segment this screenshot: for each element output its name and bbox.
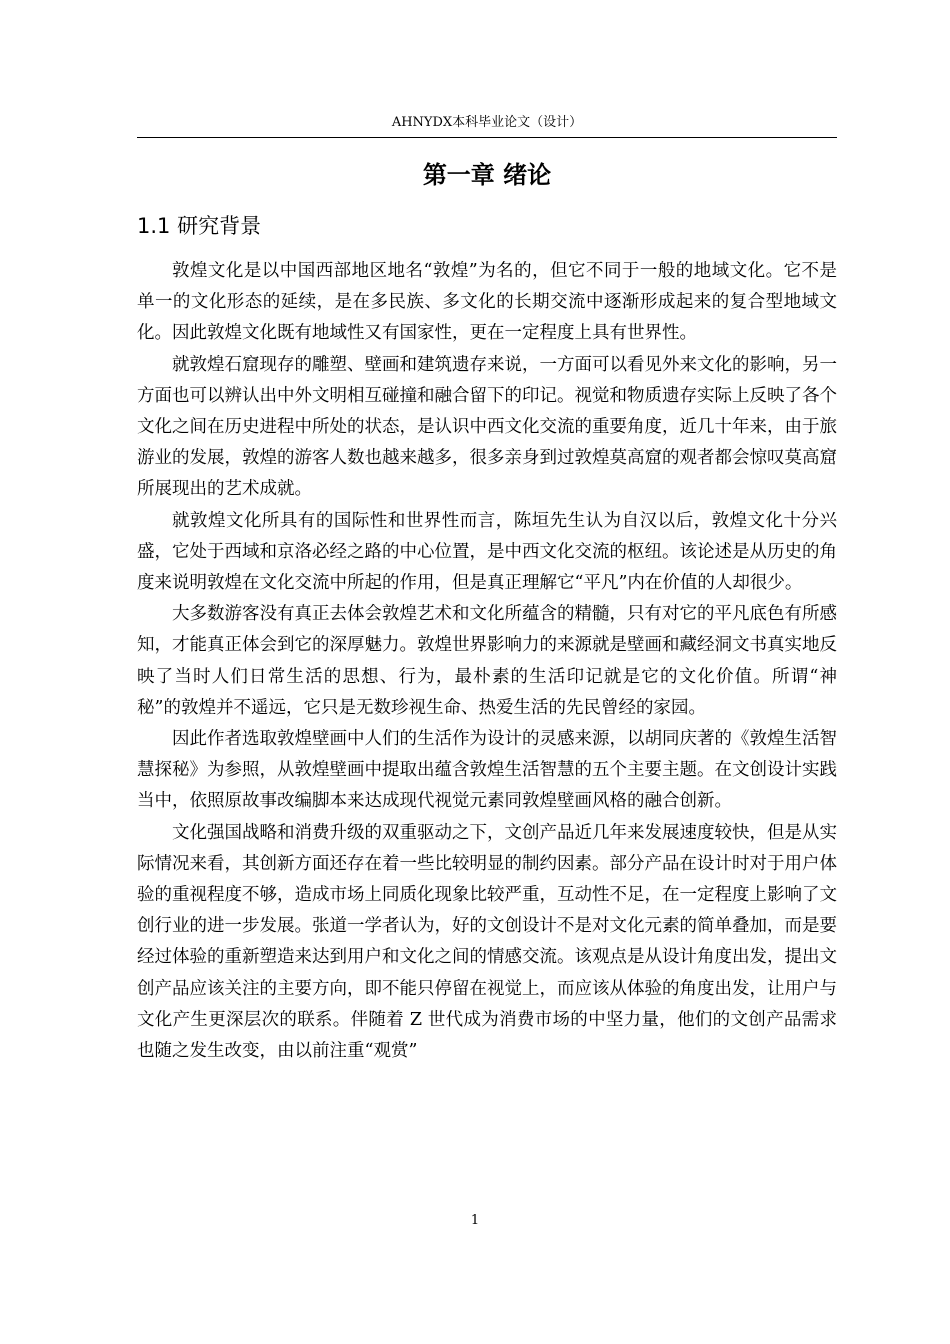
paragraph-5: 因此作者选取敦煌壁画中人们的生活作为设计的灵感来源，以胡同庆著的《敦煌生活智慧探秘》为参照，从敦煌壁画中提取出蕴含敦煌生活智慧的五个主要主题。在文创设计实践当中，依照原故事改编脚本来达成现代视觉元素同敦煌壁画风格的融合创新。 <box>137 729 837 812</box>
header-rule <box>137 137 837 138</box>
body-text <box>137 256 837 1067</box>
paragraph-1: 敦煌文化是以中国西部地区地名“敦煌”为名的，但它不同于一般的地域文化。它不是单一的文化形态的延续，是在多民族、多文化的长期交流中逐渐形成起来的复合型地域文化。因此敦煌文化既有地域性又有国家性，更在一定程度上具有世界性。 <box>137 261 837 344</box>
section-title: 1.1 研究背景 <box>137 214 262 238</box>
paragraph-2: 就敦煌石窟现存的雕塑、壁画和建筑遗存来说，一方面可以看见外来文化的影响，另一方面也可以辨认出中外文明相互碰撞和融合留下的印记。视觉和物质遗存实际上反映了各个文化之间在历史进程中所处的状态，是认识中西文化交流的重要角度，近几十年来，由于旅游业的发展，敦煌的游客人数也越来越多，很多亲身到过敦煌莫高窟的观者都会惊叹莫高窟所展现出的艺术成就。 <box>137 354 837 500</box>
running-header: AHNYDX本科毕业论文（设计） <box>391 115 583 130</box>
page-number: 1 <box>470 1213 480 1228</box>
paragraph-3: 就敦煌文化所具有的国际性和世界性而言，陈垣先生认为自汉以后，敦煌文化十分兴盛，它处于西域和京洛必经之路的中心位置，是中西文化交流的枢纽。该论述是从历史的角度来说明敦煌在文化交流中所起的作用，但是真正理解它“平凡”内在价值的人却很少。 <box>137 510 837 594</box>
paragraph-4: 大多数游客没有真正去体会敦煌艺术和文化所蕴含的精髓，只有对它的平凡底色有所感知，才能真正体会到它的深厚魅力。敦煌世界影响力的来源就是壁画和藏经洞文书真实地反映了当时人们日常生活的思想、行为，最朴素的生活印记就是它的文化价值。所谓“神秘”的敦煌并不遥远，它只是无数珍视生命、热爱生活的先民曾经的家园。 <box>137 604 837 718</box>
chapter-title: 第一章 绪论 <box>422 161 552 189</box>
paragraph-6: 文化强国战略和消费升级的双重驱动之下，文创产品近几年来发展速度较快，但是从实际情况来看，其创新方面还存在着一些比较明显的制约因素。部分产品在设计时对于用户体验的重视程度不够，造成市场上同质化现象比较严重，互动性不足，在一定程度上影响了文创行业的进一步发展。张道一学者认为，好的文创设计不是对文化元素的简单叠加，而是要经过体验的重新塑造来达到用户和文化之间的情感交流。该观点是从设计角度出发，提出文创产品应该关注的主要方向，即不能只停留在视觉上，而应该从体验的角度出发，让用户与文化产生更深层次的联系。伴随着 Z 世代成为消费市场的中坚力量，他们的文创产品需求也随之发生改变，由以前注重“观赏” <box>137 822 837 1062</box>
